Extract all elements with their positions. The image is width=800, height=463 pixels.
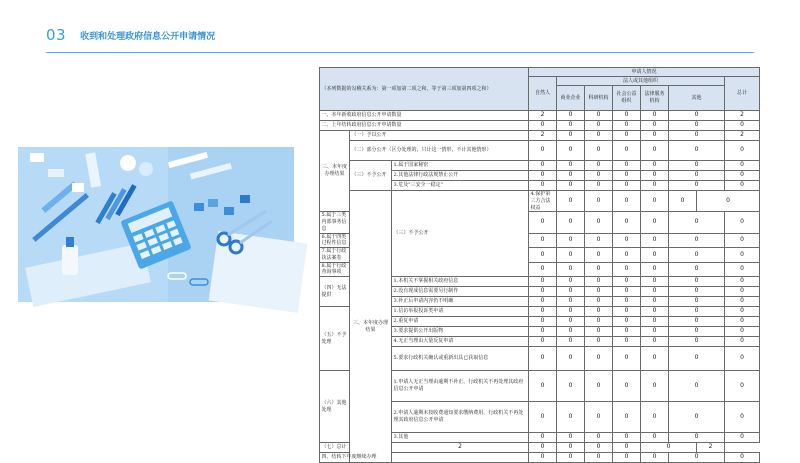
legal-service-header: 法律服务机构 [641,86,669,111]
corner-note: （本列数据的勾稽关系为：第一项加第二项之和，等于第三项加第四项之和） [320,68,529,111]
section-number: 03 [46,26,67,44]
table-row: 三、本年度办理结果 （一）予以公开 2 0 0 0 0 0 2 [320,131,760,141]
table-row: 8.属于行政查询事项 0 0 0 0 0 0 0 [320,262,760,277]
table-row: （四）无法提供 1.本机关不掌握相关政府信息 0 0 0 0 0 0 0 [320,277,760,287]
table-row: 四、结转下年度继续办理 0 0 0 0 0 0 0 [320,453,760,463]
table-row: 2.其他法律行政法规禁止公开 0 0 0 0 0 0 0 [320,171,760,181]
table-row: 3.其他 0 0 0 0 0 0 0 [320,433,760,443]
natural-person-header: 自然人 [529,77,557,111]
section-header [46,24,215,46]
table-row: 2.申请人逾期未按收费通知要求缴纳费用、行政机关不再处理其政府信息公开申请 0 0 0 0 0 0 0 [320,402,760,433]
table-row: 3.危及"三安全一稳定" 0 0 0 0 0 0 0 [320,181,760,191]
legal-group-header: 法人或其他组织 [557,77,725,86]
applicant-header: 申请人情况 [529,68,760,77]
social-header: 社会公益组织 [613,86,641,111]
table-row: 5.要求行政机关确认或重新出具已获取信息 0 0 0 0 0 0 0 [320,347,760,371]
table-row: （三）不予公开 1.属于国家秘密 0 0 0 0 0 0 0 [320,161,760,171]
table-row: 3.要求提供公开出版物 0 0 0 0 0 0 0 [320,327,760,337]
table-row: 6.属于四类过程性信息 0 0 0 0 0 0 0 [320,233,760,248]
table-row: 2.重复申请 0 0 0 0 0 0 0 [320,317,760,327]
total-header: 总计 [725,77,760,111]
section-title: 收到和处理政府信息公开申请情况 [80,31,216,42]
header-divider [46,52,754,53]
table-row: 一、本年新收政府信息公开申请数量 2 0 0 0 0 0 2 [320,111,760,121]
application-stats-table [319,67,748,463]
table-row: 7.属于行政执法案卷 0 0 0 0 0 0 0 [320,248,760,263]
table-row: 2.没有现成信息需要另行制作 0 0 0 0 0 0 0 [320,287,760,297]
table-row: 二、上年结转政府信息公开申请数量 0 0 0 0 0 0 0 [320,121,760,131]
table-row: 三、本年度办理结果 （三）不予公开 4.保护第三方合法权益 0 0 0 0 0 0 [320,191,760,212]
table-row: 5.属于三类内部事务信息 0 0 0 0 0 0 0 [320,212,760,233]
table-row: 3.补正后申请内容仍不明确 0 0 0 0 0 0 0 [320,297,760,307]
table-row: （七）总计 2 0 0 0 0 0 2 [320,443,760,453]
table-row: 4.无正当理由大量反复申请 0 0 0 0 0 0 0 [320,337,760,347]
table-row: （五）不予处理 1.信访举报投诉类申请 0 0 0 0 0 0 0 [320,307,760,317]
stationery-photo [18,147,294,302]
table-row: （六）其他处理 1.申请人无正当理由逾期不补正、行政机关不再处理其政府信息公开申请 0 0 0 0 0 0 0 [320,371,760,402]
research-header: 科研机构 [585,86,613,111]
table-row: （二）部分公开（区分处理的，只计这一情形，不计其他情形） 0 0 0 0 0 0 0 [320,141,760,161]
business-header: 商业企业 [557,86,585,111]
other-header: 其他 [669,86,725,111]
